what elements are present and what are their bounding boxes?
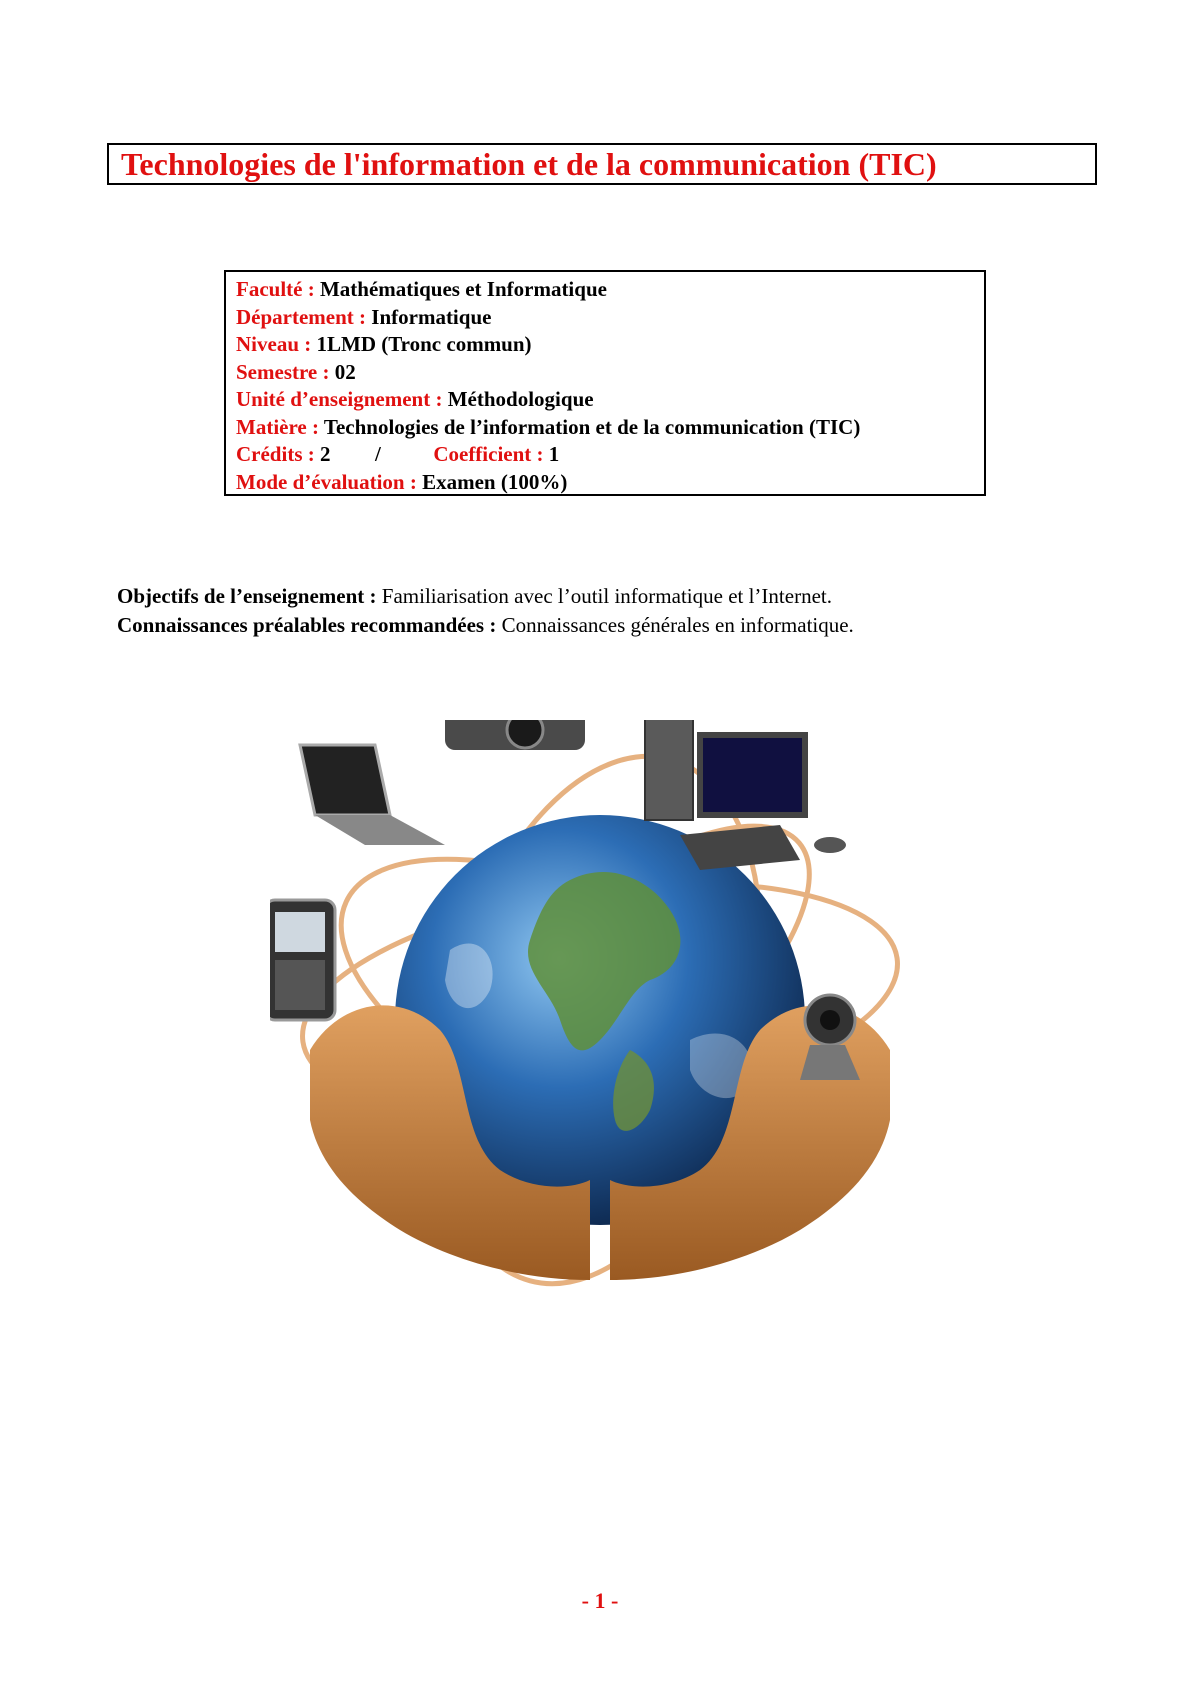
ict-globe-illustration — [270, 720, 930, 1320]
objectifs-label: Objectifs de l’enseignement : — [117, 584, 377, 608]
niveau-label: Niveau : — [236, 332, 312, 356]
matiere-value: Technologies de l’information et de la communication (TIC) — [323, 414, 861, 439]
mobile-phone-icon — [270, 900, 335, 1020]
credits-label: Crédits : — [236, 442, 315, 466]
semestre-value: 02 — [334, 359, 356, 384]
niveau-value: 1LMD (Tronc commun) — [316, 332, 532, 356]
niveau-row — [236, 331, 984, 359]
departement-label: Département : — [236, 304, 367, 329]
semestre-label: Semestre : — [236, 359, 330, 384]
departement-row — [236, 304, 984, 332]
document-title-text: Technologies de l'information et de la communication (TIC) — [121, 145, 937, 182]
credits-separator: / — [374, 442, 381, 466]
connaissances-line — [117, 611, 854, 640]
departement-value: Informatique — [371, 304, 492, 329]
matiere-label: Matière : — [236, 414, 319, 439]
mode-label: Mode d’évaluation : — [236, 469, 417, 494]
credits-row — [236, 441, 984, 469]
unite-value: Méthodologique — [447, 387, 594, 411]
course-info-box — [224, 270, 986, 496]
projector-icon — [445, 720, 585, 750]
coefficient-label: Coefficient : — [433, 442, 544, 466]
objectives-section — [117, 582, 854, 640]
objectifs-line — [117, 582, 854, 611]
page-number: - 1 - — [581, 1588, 619, 1613]
coefficient-value: 1 — [548, 442, 560, 466]
connaissances-label: Connaissances préalables recommandées : — [117, 613, 497, 637]
semestre-row — [236, 359, 984, 387]
mode-value: Examen (100%) — [422, 469, 568, 494]
faculte-label: Faculté : — [236, 277, 315, 301]
mode-row — [236, 469, 984, 497]
laptop-icon — [300, 745, 445, 845]
objectifs-value: Familiarisation avec l’outil informatique et l’Internet. — [381, 584, 832, 608]
credits-value: 2 — [319, 442, 331, 466]
faculte-value: Mathématiques et Informatique — [319, 277, 607, 301]
connaissances-value: Connaissances générales en informatique. — [501, 613, 854, 637]
unite-row — [236, 386, 984, 414]
matiere-row — [236, 414, 984, 442]
document-title — [107, 143, 1097, 185]
faculte-row — [236, 276, 984, 304]
unite-label: Unité d’enseignement : — [236, 387, 443, 411]
